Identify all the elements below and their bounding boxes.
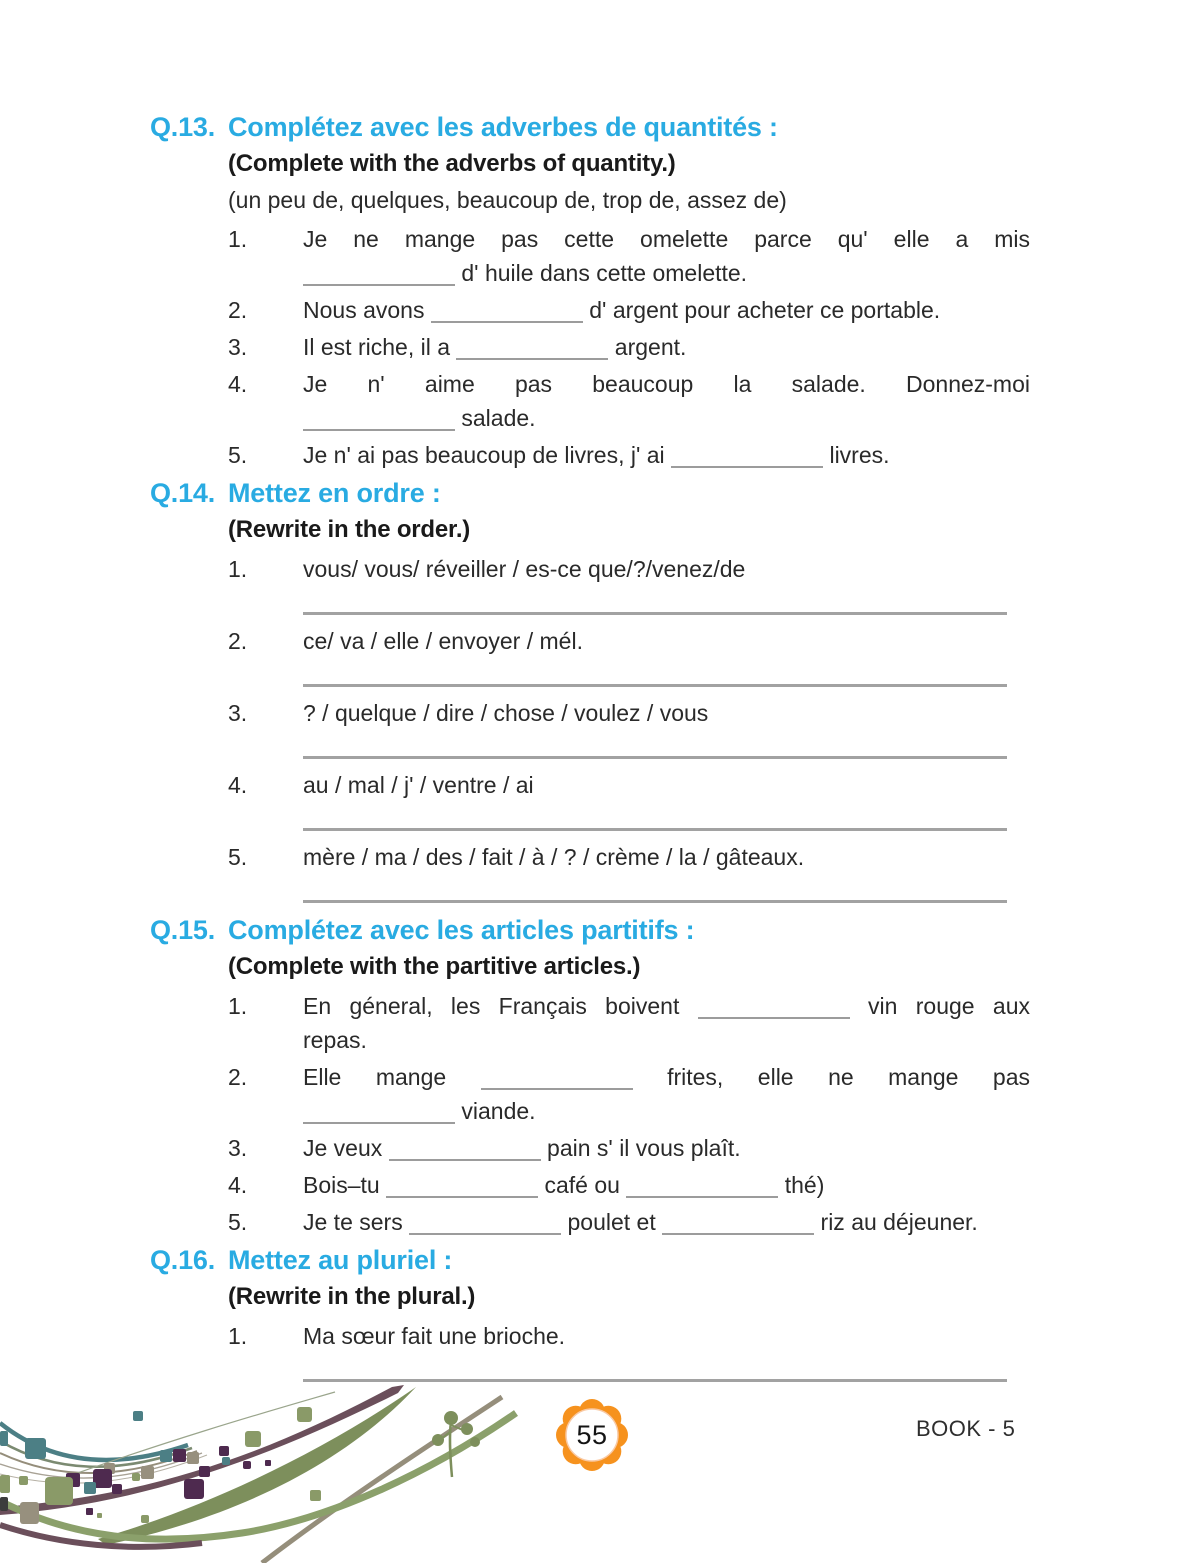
question-title: Complétez avec les articles partitifs : [228, 915, 695, 945]
exercise-item [228, 1060, 1030, 1128]
item-body [303, 1319, 1030, 1388]
question-block [150, 915, 1040, 1239]
item-number: 1. [228, 1323, 248, 1349]
question-block [150, 112, 1040, 472]
item-line: Elle mange frites, elle ne mange pas [303, 1064, 1030, 1090]
item-body [303, 222, 1030, 290]
item-line: Ma sœur fait une brioche. [303, 1323, 566, 1349]
exercise-item [228, 330, 1030, 364]
item-body [303, 696, 1030, 765]
item-body [303, 293, 1030, 327]
question-title: Mettez en ordre : [228, 478, 441, 508]
item-line: Bois–tu café ou thé) [303, 1172, 825, 1198]
item-line: Je ne mange pas cette omelette parce qu' elle a mis [303, 226, 1030, 252]
question-number: Q.15. [150, 915, 216, 945]
answer-line [303, 684, 1007, 687]
answer-line [303, 612, 1007, 615]
blank-field [456, 338, 608, 360]
blank-field [662, 1213, 814, 1235]
item-body [303, 1205, 1030, 1239]
exercise-item [228, 438, 1030, 472]
answer-line [303, 828, 1007, 831]
exercise-item [228, 696, 1030, 765]
question-subtitle: (Rewrite in the plural.) [228, 1283, 476, 1310]
question-subtitle: (Complete with the adverbs of quantity.) [228, 150, 676, 177]
question-heading [150, 915, 1040, 945]
item-number: 1. [228, 993, 248, 1019]
item-body [303, 367, 1030, 435]
item-number: 2. [228, 297, 248, 323]
item-body [303, 330, 1030, 364]
page-number-badge [556, 1399, 628, 1471]
exercise-item [228, 1131, 1030, 1165]
item-line: Je n' ai pas beaucoup de livres, j' ai livres. [303, 442, 890, 468]
blank-field [409, 1213, 561, 1235]
item-number: 4. [228, 772, 248, 798]
item-body [303, 1060, 1030, 1128]
blank-field [303, 264, 455, 286]
item-line: Je veux pain s' il vous plaît. [303, 1135, 741, 1161]
item-line: repas. [303, 1027, 367, 1053]
question-number: Q.14. [150, 478, 216, 508]
item-body [303, 552, 1030, 621]
blank-field [303, 409, 455, 431]
item-line: En géneral, les Français boivent vin rouge aux [303, 993, 1030, 1019]
blank-field [431, 301, 583, 323]
blank-field [671, 446, 823, 468]
blank-field [386, 1176, 538, 1198]
question-body [228, 150, 1030, 472]
question-body [228, 953, 1030, 1239]
item-line: salade. [303, 401, 1030, 435]
question-subtitle: (Rewrite in the order.) [228, 516, 471, 543]
item-number: 5. [228, 1209, 248, 1235]
item-body [303, 624, 1030, 693]
answer-line [303, 756, 1007, 759]
item-line: ? / quelque / dire / chose / voulez / vous [303, 700, 709, 726]
item-line: Je te sers poulet et riz au déjeuner. [303, 1209, 978, 1235]
exercise-item [228, 1319, 1030, 1388]
question-title: Mettez au pluriel : [228, 1245, 453, 1275]
item-body [303, 438, 1030, 472]
item-number: 2. [228, 628, 248, 654]
blank-field [303, 1102, 455, 1124]
item-body [303, 1168, 1030, 1202]
blank-field [389, 1139, 541, 1161]
item-line: Je n' aime pas beaucoup la salade. Donnez-moi [303, 371, 1030, 397]
blank-field [481, 1068, 633, 1090]
exercise-item [228, 293, 1030, 327]
question-block [150, 478, 1040, 909]
blank-field [626, 1176, 778, 1198]
question-title: Complétez avec les adverbes de quantités : [228, 112, 778, 142]
question-heading [150, 478, 1040, 508]
exercise-item [228, 989, 1030, 1057]
exercise-item [228, 1205, 1030, 1239]
question-heading [150, 112, 1040, 142]
page-number: 55 [576, 1419, 608, 1450]
question-number: Q.16. [150, 1245, 216, 1275]
item-line: viande. [303, 1094, 1030, 1128]
question-heading [150, 1245, 1040, 1275]
item-body [303, 840, 1030, 909]
item-number: 1. [228, 556, 248, 582]
item-line: mère / ma / des / fait / à / ? / crème / la / gâteaux. [303, 844, 805, 870]
item-body [303, 1131, 1030, 1165]
word-bank: (un peu de, quelques, beaucoup de, trop de, assez de) [228, 187, 787, 213]
item-number: 3. [228, 1135, 248, 1161]
item-number: 3. [228, 334, 248, 360]
exercise-item [228, 552, 1030, 621]
item-number: 4. [228, 1172, 248, 1198]
item-line: Nous avons d' argent pour acheter ce portable. [303, 297, 941, 323]
item-line: d' huile dans cette omelette. [303, 256, 1030, 290]
question-block [150, 1245, 1040, 1388]
item-number: 2. [228, 1064, 248, 1090]
blank-field [698, 997, 850, 1019]
answer-line [303, 1379, 1007, 1382]
item-number: 5. [228, 442, 248, 468]
item-number: 5. [228, 844, 248, 870]
item-number: 3. [228, 700, 248, 726]
questions [150, 112, 1040, 1394]
item-body [303, 989, 1030, 1057]
question-number: Q.13. [150, 112, 216, 142]
footer-decoration-icon [0, 1385, 520, 1563]
item-body [303, 768, 1030, 837]
exercise-item [228, 768, 1030, 837]
item-line: vous/ vous/ réveiller / es-ce que/?/venez/de [303, 556, 746, 582]
book-label: BOOK - 5 [916, 1416, 1016, 1441]
item-line: Il est riche, il a argent. [303, 334, 687, 360]
answer-line [303, 900, 1007, 903]
item-line: ce/ va / elle / envoyer / mél. [303, 628, 583, 654]
item-line: au / mal / j' / ventre / ai [303, 772, 534, 798]
question-body [228, 1283, 1030, 1388]
item-number: 4. [228, 371, 248, 397]
exercise-item [228, 840, 1030, 909]
exercise-item [228, 624, 1030, 693]
question-body [228, 516, 1030, 909]
exercise-item [228, 367, 1030, 435]
exercise-item [228, 222, 1030, 290]
question-subtitle: (Complete with the partitive articles.) [228, 953, 641, 980]
exercise-item [228, 1168, 1030, 1202]
item-number: 1. [228, 226, 248, 252]
